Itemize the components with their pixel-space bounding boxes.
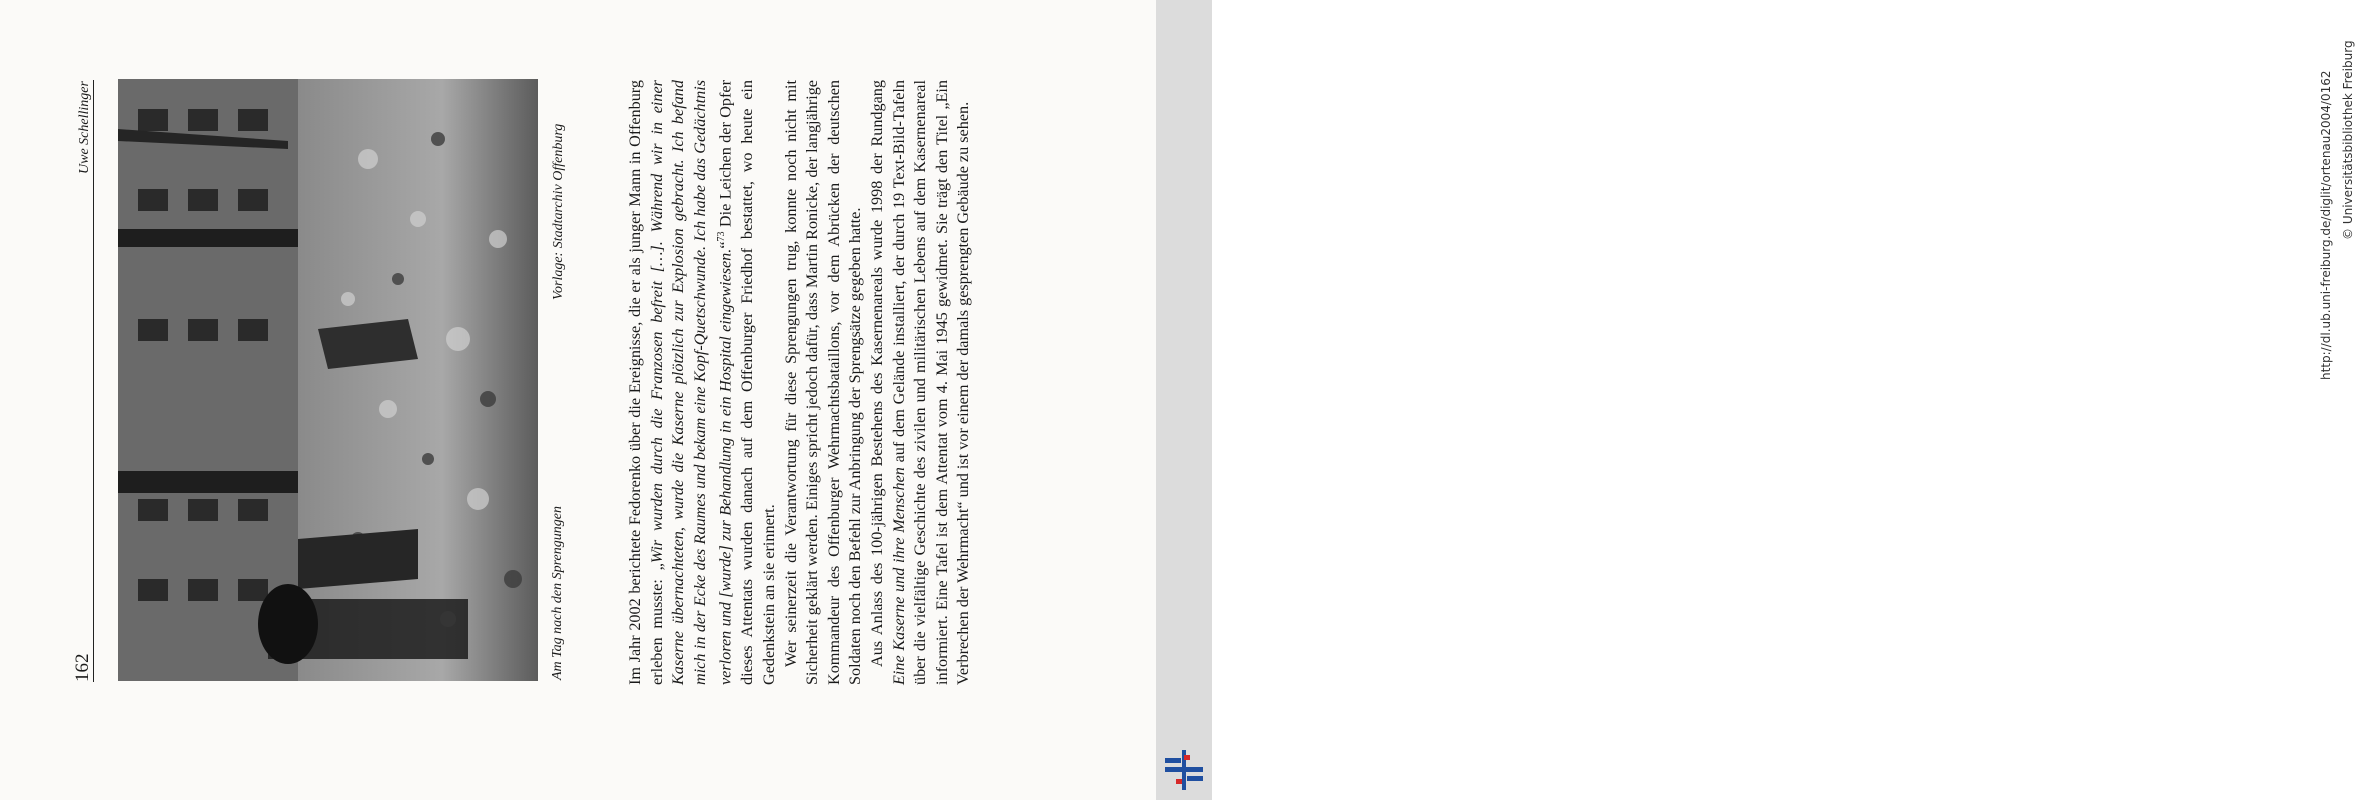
library-sidebar (1156, 0, 2355, 800)
body-text (625, 80, 1055, 685)
historical-photo (118, 79, 538, 681)
photo-caption: Am Tag nach den Sprengungen (550, 506, 565, 680)
paragraph: Wer seinerzeit die Verantwortung für diese Sprengungen trug, konnte noch nicht mit Sicherheit geklärt werden. Einiges spricht jedoch dafür, dass Martin Ronicke, der langjährige Kommandeur des Offenburger Wehrmachtsbataillons, vor dem Abrücken der deutschen Soldaten noch den Befehl zur Anbringung der Sprengsätze gegeben hatte. (781, 80, 865, 685)
page-number: 162 (72, 653, 93, 682)
source-url-link[interactable]: http://dl.ub.uni-freiburg.de/diglit/ortenau2004/0162 (2319, 70, 2333, 380)
copyright-notice: © Universitätsbibliothek Freiburg (2341, 40, 2355, 240)
header-rule (93, 80, 94, 682)
paragraph: Aus Anlass des 100-jährigen Bestehens des Kasernenareals wurde 1998 der Rundgang Eine Kaserne und ihre Menschen auf dem Gelände installiert, der durch 19 Text-Bild-Tafeln über die vielfältige Geschichte des zivilen und militärischen Lebens auf dem Kasernenareal informiert. Eine Tafel ist dem Attentat vom 4. Mai 1945 gewidmet. Sie trägt den Titel „Ein Verbrechen der Wehrmacht“ und ist vor einem der damals gesprengten Gebäude zu sehen. (867, 80, 973, 685)
paragraph: Im Jahr 2002 berichtete Fedorenko über die Ereignisse, die er als junger Mann in Offenburg erleben musste: „Wir wurden durch die Franzosen befreit […]. Während wir in einer Kaserne übernachteten, wurde die Kaserne plötzlich zur Explosion gebracht. Ich befand mich in der Ecke des Raumes und bekam eine Kopf-Quetschwunde. Ich habe das Gedächtnis verloren und [wurde] zur Behandlung in ein Hospital eingewiesen.“$^{73}$ Die Leichen der Opfer dieses Attentats wurden danach auf dem Offenburger Friedhof bestattet, wo heute ein Gedenkstein an sie erinnert. (626, 80, 778, 685)
running-header-author: Uwe Schellinger (77, 81, 92, 174)
document-page (0, 0, 1156, 800)
ub-freiburg-logo-icon (1162, 748, 1206, 792)
photo-credit: Vorlage: Stadtarchiv Offenburg (551, 123, 566, 300)
